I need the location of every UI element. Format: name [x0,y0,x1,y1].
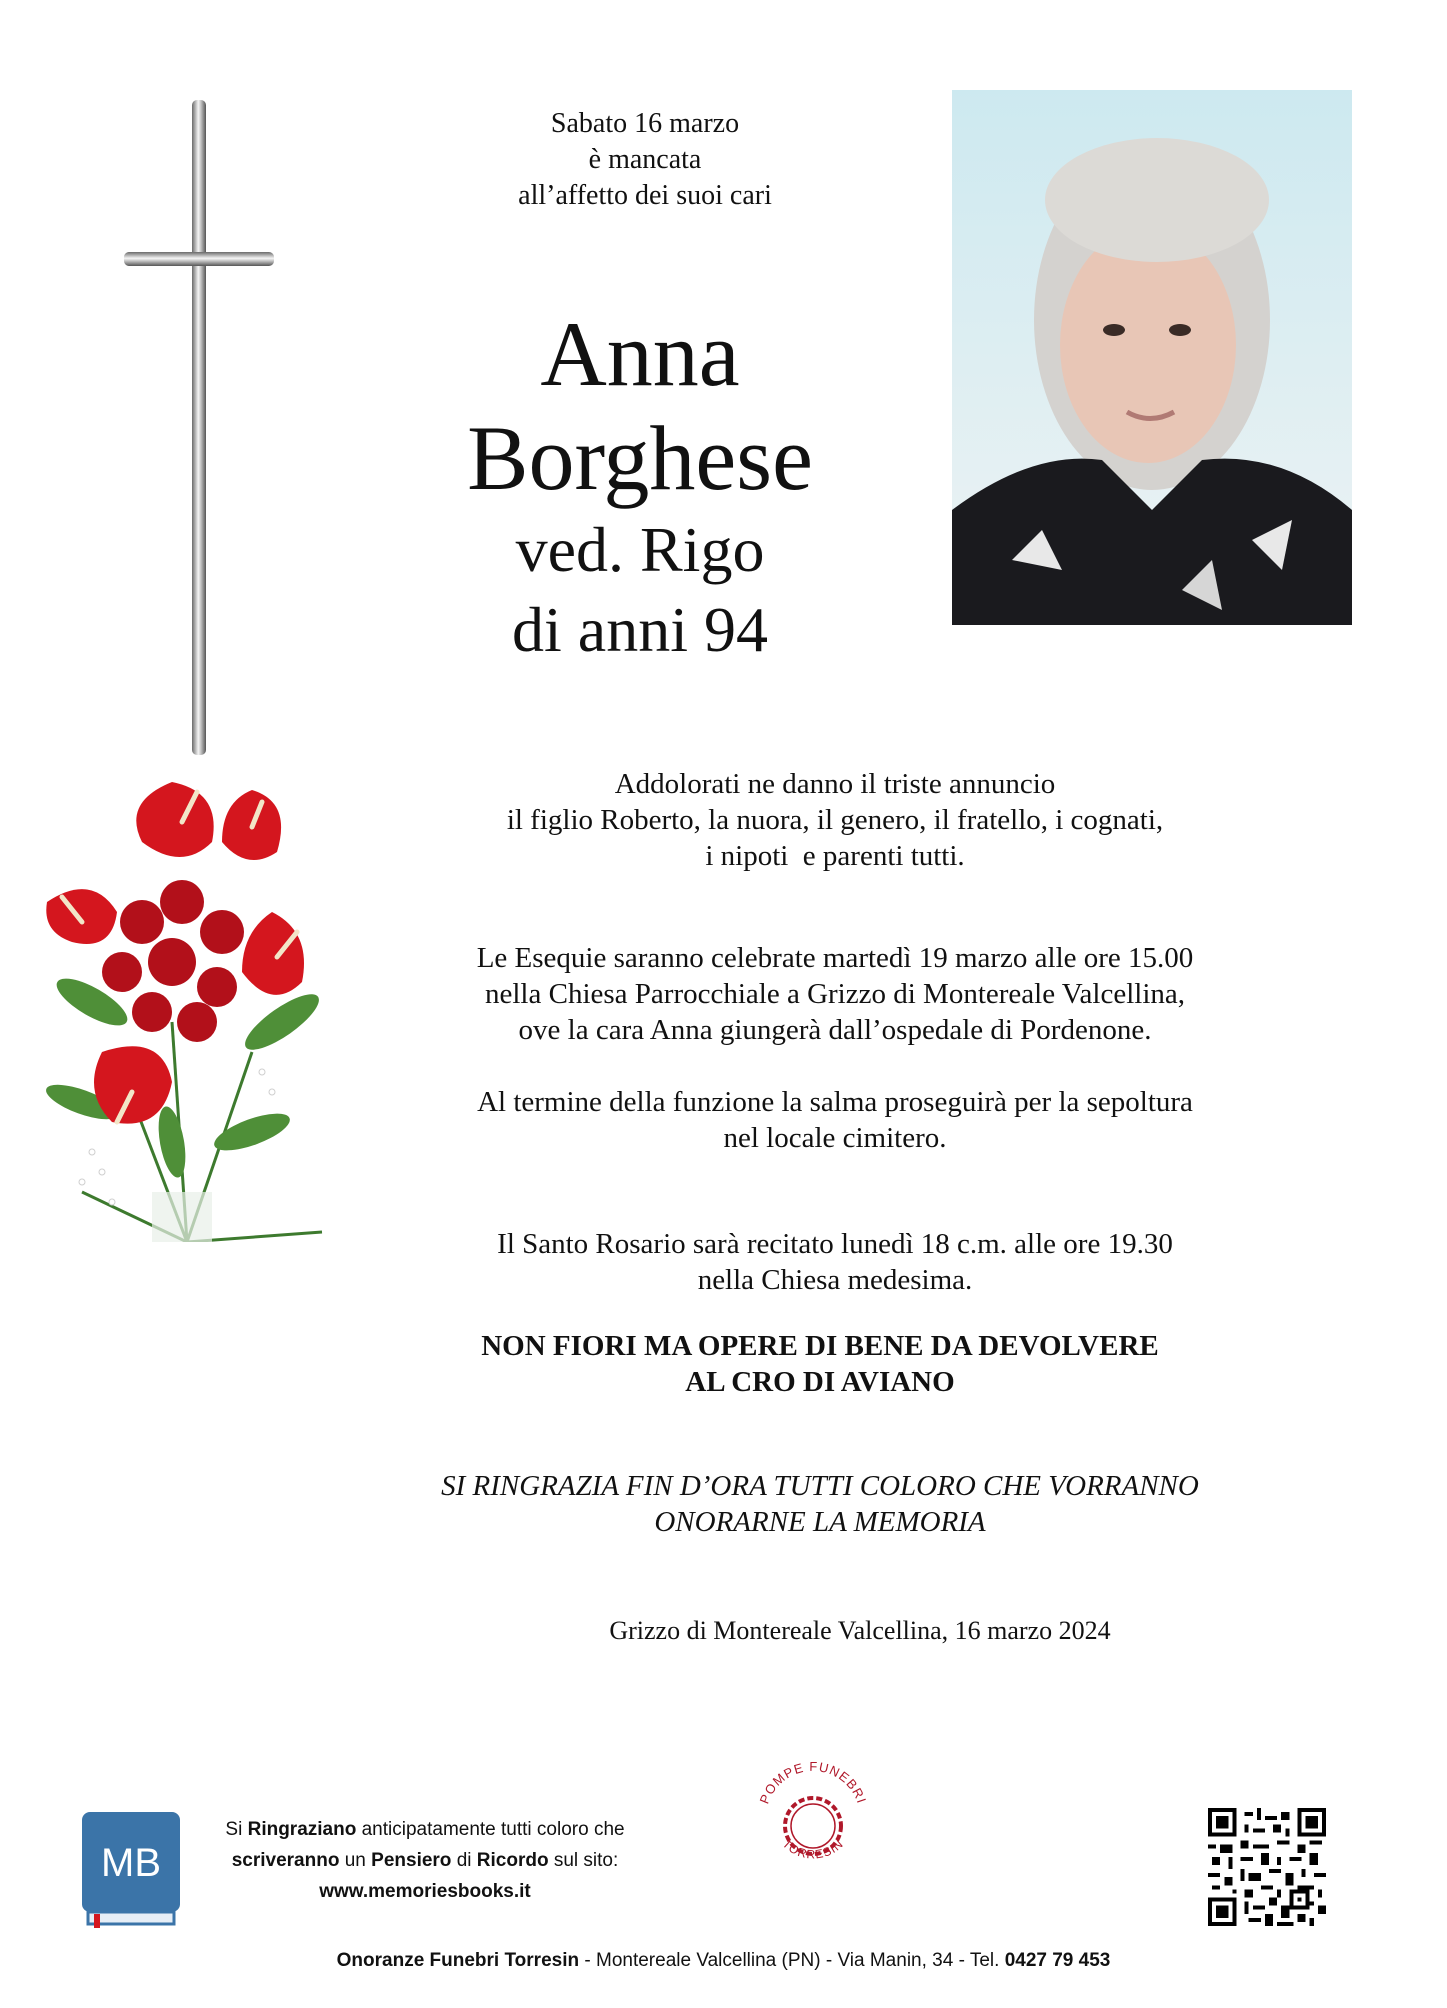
burial-line-1: Al termine della funzione la salma proseguirà per la sepoltura [477,1086,1193,1118]
intro-date: Sabato 16 marzo [550,108,740,139]
svg-text:TORRESIN [780,1837,847,1862]
anthurium-bouquet-image [22,772,352,1242]
footer-contact [0,1948,1447,1974]
widow-of: ved. Rigo [515,514,765,585]
age: di anni 94 [512,594,768,665]
footer-company: Onoranze Funebri Torresin [336,1950,580,1971]
funeral-line-1: Le Esequie saranno celebrate martedì 19 marzo alle ore 15.00 [476,942,1194,974]
no-flowers-line-2: AL CRO DI AVIANO [685,1366,955,1398]
announcement-line-1: Addolorati ne danno il triste annuncio [614,768,1056,800]
place-date: Grizzo di Montereale Valcellina, 16 marzo 2024 [609,1616,1111,1645]
death-intro [430,106,860,214]
burial-line-2: nel locale cimitero. [723,1122,947,1154]
mb-text-part: anticipatamente tutti coloro che [356,1819,625,1840]
mb-text-part: sul sito: [548,1850,619,1871]
memories-books-logo[interactable] [80,1810,182,1928]
qr-code[interactable] [1208,1808,1326,1926]
thanks-note [360,1468,1280,1540]
no-flowers-line-1: NON FIORI MA OPERE DI BENE DA DEVOLVERE [481,1330,1159,1362]
funeral-line-3: ove la cara Anna giungerà dall’ospedale di Pordenone. [518,1014,1152,1046]
mb-text-part: Si [225,1819,248,1840]
intro-family: all’affetto dei suoi cari [518,180,772,211]
pompe-funebri-torresin-logo [752,1752,874,1880]
announcement-line-2: il figlio Roberto, la nuora, il genero, il fratello, i cognati, [506,804,1164,836]
deceased-name-block [390,302,890,670]
rosary-line-1: Il Santo Rosario sarà recitato lunedì 18 c.m. alle ore 19.30 [497,1228,1173,1260]
seal-top-text: POMPE FUNEBRI [756,1758,870,1806]
mb-text-bold: Ricordo [476,1850,549,1871]
cross-icon [120,100,280,760]
last-name: Borghese [467,407,813,509]
rosary-line-2: nella Chiesa medesima. [697,1264,973,1296]
no-flowers-note [380,1328,1260,1400]
portrait-photo [952,90,1352,625]
seal-bottom-text: TORRESIN [779,1836,847,1862]
thanks-line-1: SI RINGRAZIA FIN D’ORA TUTTI COLORO CHE VORRANNO [441,1470,1199,1502]
memories-books-logo-text: MB [101,1841,161,1885]
first-name: Anna [540,303,740,405]
footer-address: - Montereale Valcellina (PN) - Via Manin, 34 - Tel. [579,1950,1005,1971]
burial-details [400,1084,1270,1156]
rosary-details [400,1226,1270,1298]
memories-books-message [210,1814,640,1907]
mb-text-bold: scriveranno [231,1850,340,1871]
mb-text-part: di [451,1850,477,1871]
funeral-details [400,940,1270,1048]
family-announcement [420,766,1250,874]
mb-text-bold: Ringraziano [247,1819,357,1840]
intro-passed: è mancata [588,144,702,175]
announcement-line-3: i nipoti e parenti tutti. [705,840,965,872]
funeral-line-2: nella Chiesa Parrocchiale a Grizzo di Montereale Valcellina, [485,978,1185,1010]
mb-text-part: un [339,1850,372,1871]
footer-phone[interactable]: 0427 79 453 [1004,1950,1111,1971]
thanks-line-2: ONORARNE LA MEMORIA [654,1506,986,1538]
mb-text-bold: Pensiero [371,1850,452,1871]
memories-books-url[interactable]: www.memoriesbooks.it [319,1881,531,1902]
